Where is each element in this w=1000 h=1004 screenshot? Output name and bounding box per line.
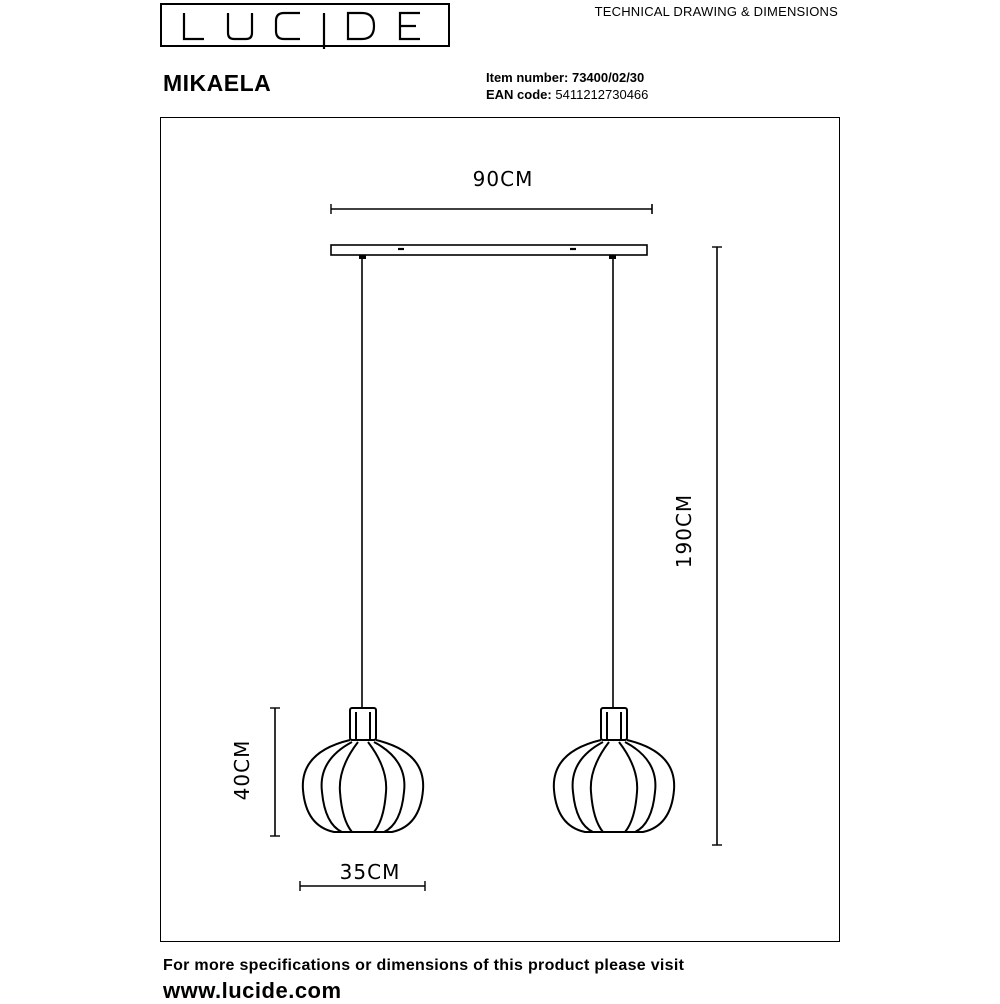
- product-name: MIKAELA: [163, 70, 272, 96]
- shade-width-label: 35CM: [339, 860, 401, 884]
- shade-height-dimension: [230, 708, 280, 836]
- shade-height-label: 40CM: [230, 739, 254, 801]
- height-label: 190CM: [672, 493, 696, 569]
- item-number-label: Item number: [486, 70, 565, 85]
- shade-right: [554, 708, 674, 832]
- ean-value: 5411212730466: [555, 87, 649, 102]
- canopy-bar: [331, 245, 647, 259]
- ean-label: EAN code: [486, 87, 548, 102]
- width-label: 90CM: [472, 167, 534, 191]
- item-number-value: 73400/02/30: [571, 70, 645, 85]
- shade-left: [303, 708, 423, 832]
- website-link[interactable]: www.lucide.com: [163, 978, 342, 1003]
- width-dimension: [331, 167, 652, 214]
- footer-note: For more specifications or dimensions of this product please visit: [163, 957, 685, 974]
- shade-width-dimension: [300, 860, 425, 891]
- item-number-row: Item number: 73400/02/30: [486, 70, 645, 85]
- document-type: TECHNICAL DRAWING & DIMENSIONS: [594, 4, 838, 19]
- height-dimension: [672, 247, 722, 845]
- ean-row: EAN code: 5411212730466: [486, 87, 649, 102]
